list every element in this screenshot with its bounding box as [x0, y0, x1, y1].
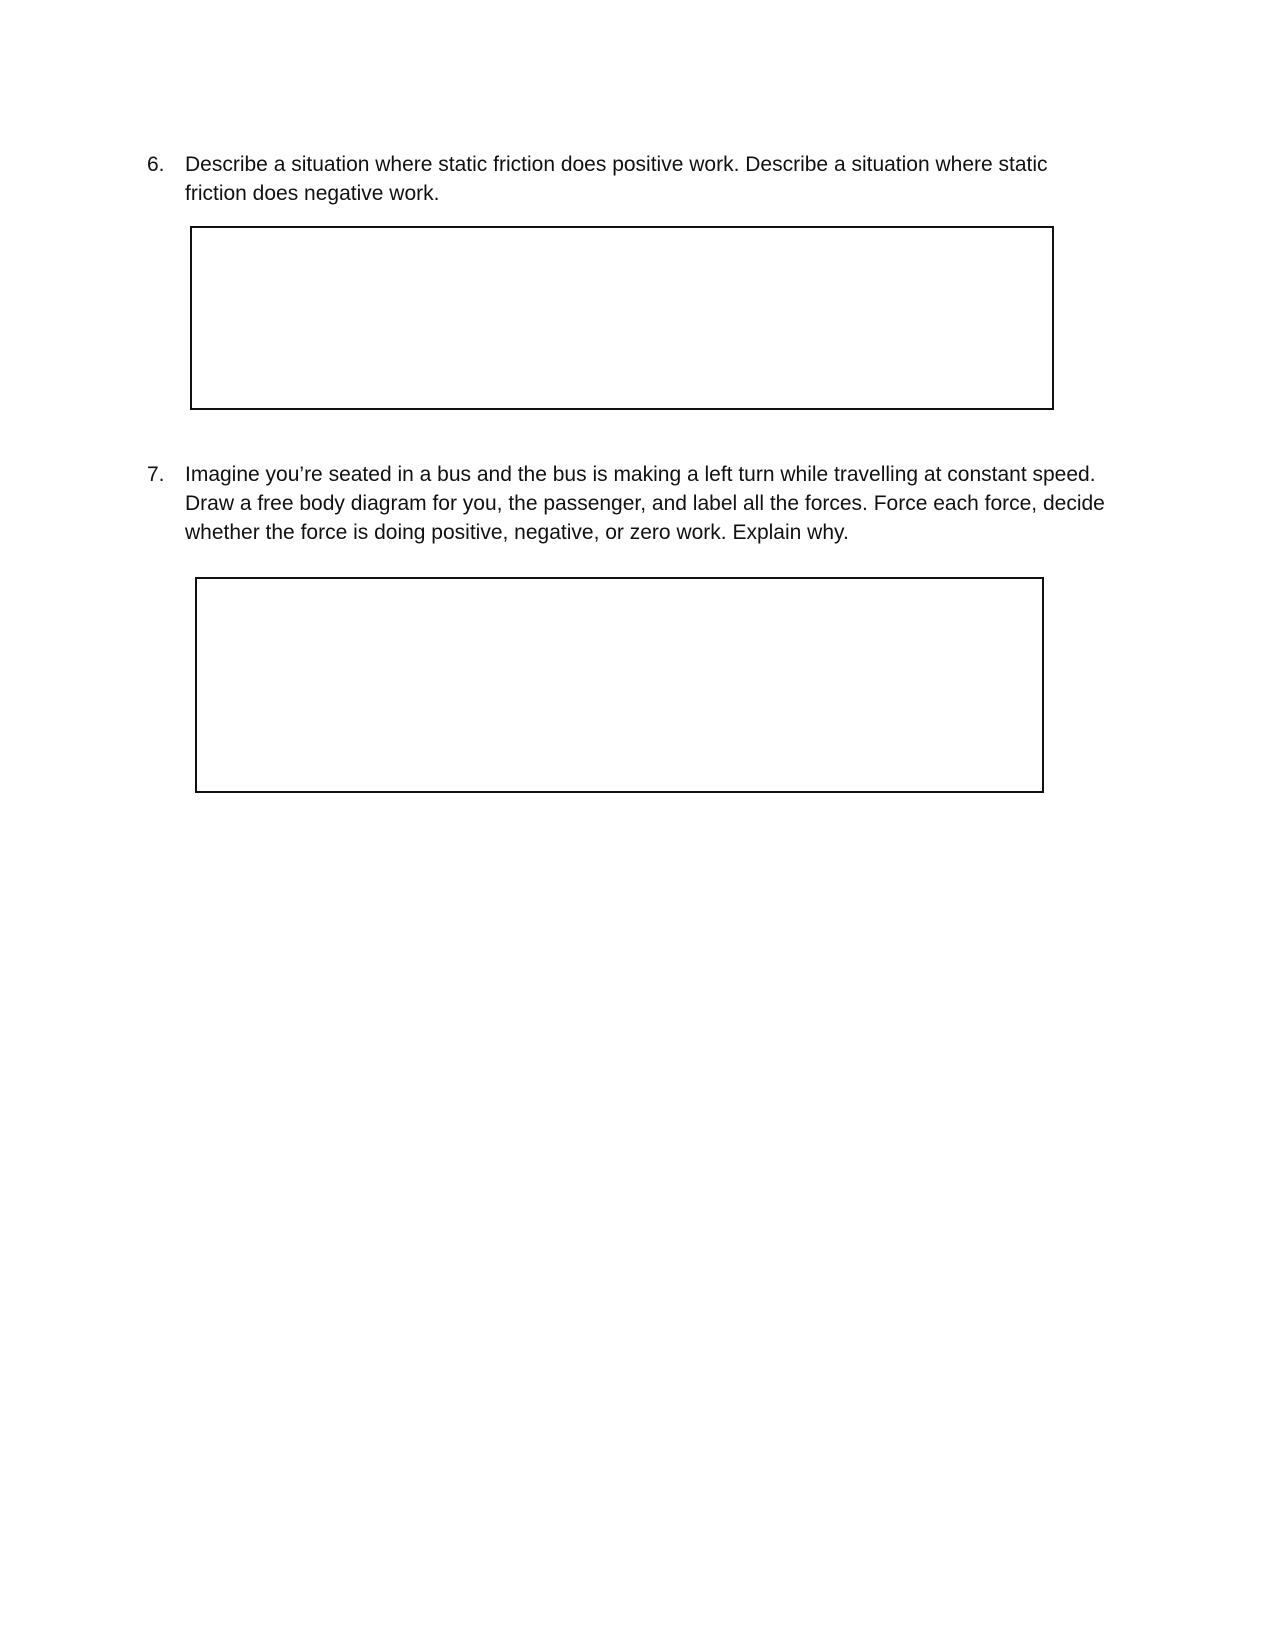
question-number: 6.	[147, 153, 165, 176]
answer-box-6[interactable]	[190, 226, 1054, 410]
question-6	[147, 150, 1107, 208]
question-text: Describe a situation where static friction does positive work. Describe a situation where static friction does negative work.	[185, 153, 1048, 205]
question-7	[147, 460, 1107, 547]
question-text: Imagine you’re seated in a bus and the bus is making a left turn while travelling at constant speed. Draw a free body diagram for you, the passenger, and label all the forces. Force each force, decide whether the force is doing positive, negative, or zero work. Explain why.	[185, 463, 1105, 544]
answer-box-7[interactable]	[195, 577, 1044, 793]
question-number: 7.	[147, 463, 165, 486]
